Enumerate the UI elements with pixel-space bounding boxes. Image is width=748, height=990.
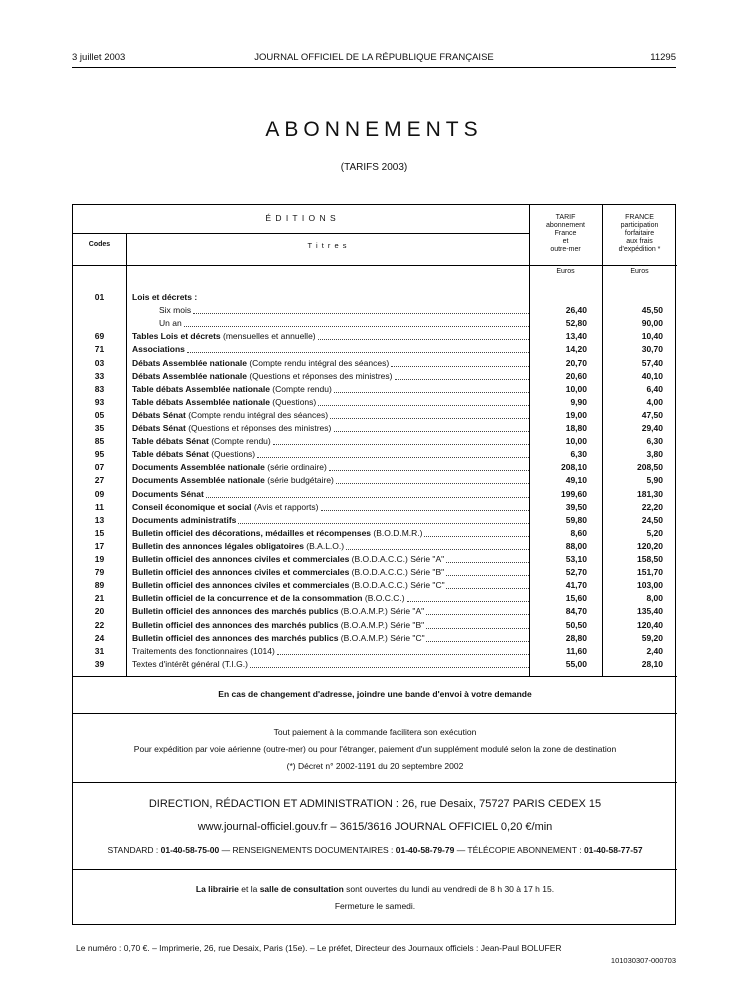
row-tarif: 20,60 <box>565 370 587 381</box>
row-title-text: (B.O.D.A.C.C.) Série "A" <box>349 554 445 564</box>
decree-note: (*) Décret n° 2002-1191 du 20 septembre 2002 <box>286 761 464 771</box>
row-leader <box>424 536 529 537</box>
header-date: 3 juillet 2003 <box>72 52 126 63</box>
row-france: 5,20 <box>646 527 663 538</box>
row-france: 103,00 <box>637 580 663 591</box>
footer-line: Le numéro : 0,70 €. – Imprimerie, 26, rue Desaix, Paris (15e). – Le préfet, Directeur des Journaux officiels : Jean-Paul BOLUFER <box>76 943 562 953</box>
table-row <box>73 619 677 632</box>
row-title-text: (série ordinaire) <box>264 462 327 473</box>
row-code: 95 <box>94 449 105 460</box>
row-france: 158,50 <box>637 554 663 564</box>
opening-hours <box>73 884 677 894</box>
france-header-line: aux frais <box>626 238 653 245</box>
row-code: 27 <box>94 475 105 486</box>
row-title-bold: Table débats Assemblée nationale <box>132 396 270 407</box>
row-tarif: 9,90 <box>570 396 587 407</box>
titres-heading: T i t r e s <box>307 241 348 250</box>
row-title-text: Textes d'intérêt général (T.I.G.) <box>132 658 248 669</box>
row-france: 45,50 <box>641 305 663 316</box>
row-title-text: (B.O.D.A.C.C.) Série "C" <box>349 580 445 591</box>
header-bottom-rule <box>73 265 677 266</box>
codes-heading: Codes <box>88 241 111 248</box>
opening-conj: et la <box>238 884 260 894</box>
row-code: 69 <box>94 331 105 342</box>
tarif-header-line: et <box>562 238 569 245</box>
table-row <box>73 501 677 514</box>
row-title-text: (B.O.A.M.P.) Série "B" <box>338 619 425 630</box>
row-france: 29,40 <box>641 423 663 433</box>
row-title-text: (Compte rendu intégral des séances) <box>246 357 390 368</box>
row-title <box>132 396 532 409</box>
table-row <box>73 592 677 605</box>
row-tarif: 14,20 <box>565 344 587 355</box>
row-tarif: 41,70 <box>565 580 587 591</box>
header-rule <box>72 67 676 68</box>
table-row <box>73 566 677 579</box>
row-title <box>132 488 532 501</box>
editions-heading: É D I T I O N S <box>265 213 337 223</box>
row-title-bold: Bulletin officiel des annonces des marchés publics <box>132 632 339 643</box>
row-title-text: (série budgétaire) <box>264 475 334 486</box>
row-title-bold: Table débats Sénat <box>132 436 209 447</box>
row-title <box>132 422 532 435</box>
address-change-notice: En cas de changement d'adresse, joindre une bande d'envoi à votre demande <box>218 689 532 699</box>
row-tarif: 52,70 <box>565 567 587 578</box>
row-leader <box>407 601 529 602</box>
row-leader <box>391 366 529 367</box>
row-title-text: (B.O.A.M.P.) Série "A" <box>338 606 425 617</box>
row-code: 71 <box>94 344 105 355</box>
row-title-text: (B.A.L.O.) <box>303 540 345 551</box>
row-tarif: 50,50 <box>565 619 587 630</box>
standard-number: 01-40-58-75-00 <box>160 845 220 855</box>
row-code: 21 <box>94 593 105 604</box>
row-title-bold: Tables Lois et décrets <box>132 331 221 342</box>
row-title <box>132 330 532 343</box>
row-title-text: (Compte rendu) <box>269 383 332 394</box>
row-title-text: (Compte rendu intégral des séances) <box>185 409 329 420</box>
table-row <box>73 422 677 435</box>
tarif-header-line: TARIF <box>555 214 576 221</box>
table-row <box>73 370 677 383</box>
row-title <box>159 304 559 317</box>
table-row <box>73 514 677 527</box>
row-tarif: 28,80 <box>565 632 587 643</box>
row-title-bold: Débats Assemblée nationale <box>132 370 247 381</box>
row-france: 57,40 <box>641 357 663 368</box>
row-title-bold: Table débats Sénat <box>132 449 209 460</box>
row-title <box>159 317 559 330</box>
notice-rule <box>73 713 677 714</box>
row-title <box>132 645 532 658</box>
telecopie-label: — TÉLÉCOPIE ABONNEMENT : <box>454 845 584 855</box>
row-tarif: 13,40 <box>565 331 587 342</box>
row-title <box>132 357 532 370</box>
row-france: 120,40 <box>637 619 663 630</box>
table-row <box>73 291 677 304</box>
row-title-bold: Conseil économique et social <box>132 501 252 512</box>
row-tarif: 208,10 <box>561 462 587 473</box>
row-leader <box>193 313 529 314</box>
row-france: 40,10 <box>641 370 663 381</box>
consultation-label: salle de consultation <box>259 884 344 894</box>
tarif-column-header <box>529 214 602 254</box>
row-title <box>132 592 532 605</box>
row-code: 03 <box>94 357 105 368</box>
row-title <box>132 605 532 618</box>
librairie-label: La librairie <box>195 884 239 894</box>
row-leader <box>395 379 529 380</box>
table-row <box>73 658 677 671</box>
payment-rule <box>73 782 677 783</box>
table-row <box>73 540 677 553</box>
row-france: 30,70 <box>641 344 663 355</box>
table-row <box>73 396 677 409</box>
row-leader <box>334 431 529 432</box>
row-leader <box>426 614 529 615</box>
row-title-bold: Table débats Assemblée nationale <box>132 383 270 394</box>
row-code: 05 <box>94 409 105 420</box>
row-title <box>132 540 532 553</box>
row-title <box>132 527 532 540</box>
table-row <box>73 527 677 540</box>
opening-text: sont ouvertes du lundi au vendredi de 8 h 30 à 17 h 15. <box>343 884 555 894</box>
row-tarif: 6,30 <box>570 449 587 460</box>
table-row <box>73 553 677 566</box>
row-france: 59,20 <box>641 632 663 643</box>
tarif-header-line: outre-mer <box>550 246 581 253</box>
row-france: 208,50 <box>637 462 663 473</box>
row-tarif: 15,60 <box>565 593 587 604</box>
direction-rule <box>73 869 677 870</box>
table-row <box>73 409 677 422</box>
row-title-text: (Questions) <box>269 396 317 407</box>
row-title-bold: Associations <box>132 344 185 355</box>
editions-rule <box>73 233 529 234</box>
table-row <box>73 304 677 317</box>
table-row <box>73 448 677 461</box>
row-leader <box>277 654 529 655</box>
row-title-bold: Bulletin officiel des annonces civiles et commerciales <box>132 580 350 591</box>
row-code: 01 <box>94 292 105 302</box>
row-leader <box>250 667 529 668</box>
closing-note: Fermeture le samedi. <box>334 901 416 911</box>
telecopie-number: 01-40-58-77-57 <box>583 845 643 855</box>
row-leader <box>273 444 529 445</box>
table-row <box>73 317 677 330</box>
table-row <box>73 488 677 501</box>
row-title-text: Traitements des fonctionnaires (1014) <box>132 645 275 656</box>
phone-numbers <box>73 845 677 855</box>
row-leader <box>426 641 529 642</box>
table-row <box>73 474 677 487</box>
row-leader <box>446 575 529 576</box>
row-title-text: (B.O.A.M.P.) Série "C" <box>338 632 425 643</box>
table-row <box>73 632 677 645</box>
tariff-table <box>72 204 676 925</box>
row-title-bold: Bulletin officiel des annonces des marchés publics <box>132 619 339 630</box>
row-france: 6,30 <box>646 436 663 447</box>
row-code: 33 <box>94 370 105 381</box>
row-tarif: 53,10 <box>565 554 587 564</box>
unit-euros-1: Euros <box>556 268 575 275</box>
table-row <box>73 579 677 592</box>
table-row <box>73 461 677 474</box>
row-code: 31 <box>94 645 105 656</box>
row-tarif: 39,50 <box>565 501 587 512</box>
row-leader <box>346 549 529 550</box>
row-title <box>132 435 532 448</box>
row-title-bold: Débats Sénat <box>132 409 186 420</box>
row-leader <box>184 326 529 327</box>
row-leader <box>446 588 529 589</box>
row-title-text: (Avis et rapports) <box>251 501 319 512</box>
row-title-bold: Documents administratifs <box>132 514 237 525</box>
row-code: 19 <box>94 554 105 564</box>
france-header-line: forfaitaire <box>624 230 655 237</box>
table-bottom-rule <box>73 676 677 677</box>
page-subtitle: (TARIFS 2003) <box>340 162 408 173</box>
page-title: ABONNEMENTS <box>265 118 483 141</box>
row-title <box>132 566 532 579</box>
row-code: 39 <box>94 658 105 669</box>
row-title <box>132 291 532 304</box>
row-title <box>132 579 532 592</box>
unit-euros-2: Euros <box>630 268 649 275</box>
row-title <box>132 461 532 474</box>
row-title-bold: Bulletin officiel des annonces civiles et commerciales <box>132 554 350 564</box>
row-title-bold: Documents Sénat <box>132 488 204 499</box>
table-row <box>73 343 677 356</box>
tarif-header-line: France <box>554 230 577 237</box>
row-code: 93 <box>94 396 105 407</box>
row-title <box>132 632 532 645</box>
direction-address: DIRECTION, RÉDACTION ET ADMINISTRATION : 26, rue Desaix, 75727 PARIS CEDEX 15 <box>148 798 602 810</box>
website-line: www.journal-officiel.gouv.fr – 3615/3616 JOURNAL OFFICIEL 0,20 €/min <box>197 821 553 833</box>
table-row <box>73 435 677 448</box>
row-title-text: (B.O.D.M.R.) <box>371 527 423 538</box>
row-france: 8,00 <box>646 593 663 604</box>
france-header-line: FRANCE <box>625 214 654 221</box>
row-france: 2,40 <box>646 645 663 656</box>
row-title-bold: Bulletin officiel des annonces civiles et commerciales <box>132 567 350 578</box>
row-france: 151,70 <box>637 567 663 578</box>
payment-line-2: Pour expédition par voie aérienne (outre-mer) ou pour l'étranger, paiement d'un supplément modulé selon la zone de destination <box>133 744 617 754</box>
row-leader <box>206 497 529 498</box>
payment-line-1: Tout paiement à la commande facilitera son exécution <box>273 727 477 737</box>
row-title <box>132 553 532 566</box>
row-title-bold: Débats Assemblée nationale <box>132 357 247 368</box>
footer-reference: 101030307-000703 <box>610 956 676 965</box>
row-title-bold: Lois et décrets : <box>132 292 198 302</box>
row-title <box>132 501 532 514</box>
row-france: 3,80 <box>646 449 663 460</box>
row-tarif: 19,00 <box>565 409 587 420</box>
row-france: 10,40 <box>641 331 663 342</box>
row-code: 35 <box>94 423 105 433</box>
row-code: 83 <box>94 383 105 394</box>
row-leader <box>238 523 529 524</box>
row-tarif: 10,00 <box>565 436 587 447</box>
row-title-bold: Bulletin officiel des décorations, médailles et récompenses <box>132 527 372 538</box>
row-france: 28,10 <box>641 658 663 669</box>
row-tarif: 84,70 <box>565 606 587 617</box>
row-tarif: 8,60 <box>570 527 587 538</box>
row-title-bold: Documents Assemblée nationale <box>132 475 265 486</box>
row-title-text: Six mois <box>159 305 192 316</box>
row-code: 15 <box>94 527 105 538</box>
row-leader <box>318 405 529 406</box>
row-code: 07 <box>94 462 105 473</box>
row-france: 5,90 <box>646 475 663 486</box>
row-tarif: 10,00 <box>565 383 587 394</box>
row-france: 47,50 <box>641 409 663 420</box>
row-code: 11 <box>95 501 104 512</box>
row-code: 09 <box>94 488 105 499</box>
row-tarif: 52,80 <box>565 318 587 329</box>
row-title <box>132 619 532 632</box>
row-leader <box>336 483 529 484</box>
row-code: 13 <box>94 514 105 525</box>
row-tarif: 88,00 <box>565 540 587 551</box>
row-code: 17 <box>94 540 105 551</box>
table-row <box>73 605 677 618</box>
row-leader <box>257 457 529 458</box>
standard-label: STANDARD : <box>107 845 161 855</box>
row-tarif: 199,60 <box>561 488 587 499</box>
row-leader <box>334 392 529 393</box>
table-row <box>73 645 677 658</box>
row-title-bold: Documents Assemblée nationale <box>132 462 265 473</box>
row-france: 6,40 <box>646 383 663 394</box>
row-title-text: (Compte rendu) <box>208 436 271 447</box>
row-title-bold: Bulletin officiel des annonces des marchés publics <box>132 606 339 617</box>
header-page-number: 11295 <box>650 52 676 63</box>
row-tarif: 49,10 <box>565 475 587 486</box>
row-code: 79 <box>94 567 105 578</box>
row-title <box>132 448 532 461</box>
table-row <box>73 357 677 370</box>
row-code: 20 <box>94 606 105 617</box>
row-code: 22 <box>94 619 105 630</box>
row-title <box>132 658 532 671</box>
row-title <box>132 474 532 487</box>
row-leader <box>330 418 529 419</box>
row-leader <box>321 510 529 511</box>
row-france: 120,20 <box>637 540 663 551</box>
row-leader <box>446 562 529 563</box>
row-title-bold: Débats Sénat <box>132 423 186 433</box>
row-title-text: (mensuelles et annuelle) <box>220 331 316 342</box>
row-leader <box>318 339 529 340</box>
row-title-text: (Questions et réponses des ministres) <box>246 370 393 381</box>
row-title <box>132 343 532 356</box>
renseignements-label: — RENSEIGNEMENTS DOCUMENTAIRES : <box>219 845 396 855</box>
row-title-bold: Bulletin officiel de la concurrence et de la consommation <box>132 593 363 604</box>
france-column-header <box>602 214 677 254</box>
row-tarif: 20,70 <box>565 357 587 368</box>
row-leader <box>329 470 529 471</box>
header-journal: JOURNAL OFFICIEL DE LA RÉPUBLIQUE FRANÇAISE <box>254 52 494 63</box>
row-france: 135,40 <box>637 606 663 617</box>
row-code: 24 <box>94 632 105 643</box>
row-code: 85 <box>94 436 105 447</box>
row-leader <box>187 352 529 353</box>
row-title-text: Un an <box>159 318 182 329</box>
row-title-text: (B.O.C.C.) <box>362 593 405 604</box>
renseignements-number: 01-40-58-79-79 <box>395 845 455 855</box>
row-title-text: (Questions) <box>208 449 256 460</box>
row-france: 90,00 <box>641 318 663 329</box>
row-tarif: 18,80 <box>565 423 587 433</box>
row-france: 24,50 <box>641 514 663 525</box>
row-tarif: 55,00 <box>565 658 587 669</box>
row-france: 4,00 <box>646 396 663 407</box>
row-france: 181,30 <box>637 488 663 499</box>
france-header-line: participation <box>620 222 659 229</box>
row-title-text: (B.O.D.A.C.C.) Série "B" <box>349 567 445 578</box>
row-code: 89 <box>94 580 105 591</box>
row-title-text: (Questions et réponses des ministres) <box>185 423 332 433</box>
row-tarif: 59,80 <box>565 514 587 525</box>
tarif-header-line: abonnement <box>546 222 585 229</box>
row-title <box>132 370 532 383</box>
row-tarif: 26,40 <box>565 305 587 316</box>
row-title-bold: Bulletin des annonces légales obligatoires <box>132 540 304 551</box>
row-title <box>132 383 532 396</box>
row-title <box>132 409 532 422</box>
table-row <box>73 330 677 343</box>
row-tarif: 11,60 <box>566 645 587 656</box>
france-header-line: d'expédition * <box>618 246 661 253</box>
table-row <box>73 383 677 396</box>
row-title <box>132 514 532 527</box>
row-france: 22,20 <box>641 501 663 512</box>
row-leader <box>426 628 529 629</box>
